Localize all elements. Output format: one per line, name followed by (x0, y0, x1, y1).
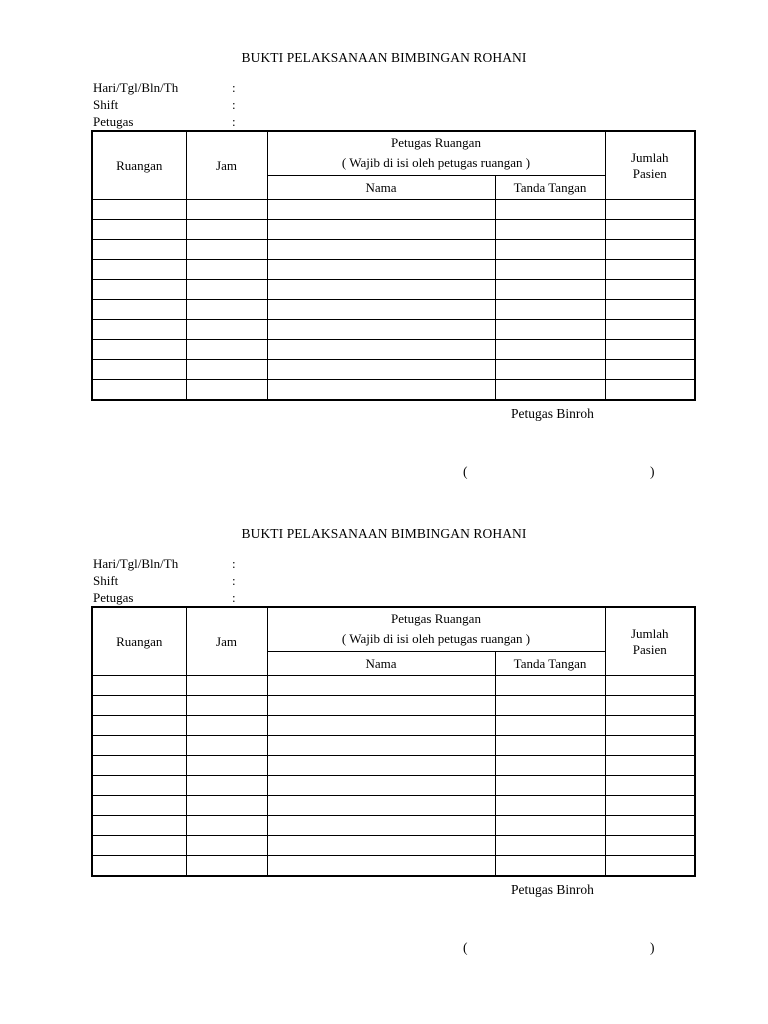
cell-nama[interactable] (267, 856, 495, 877)
table-header-row (92, 131, 695, 176)
cell-jam[interactable] (186, 320, 267, 340)
header-tanda-tangan: Tanda Tangan (495, 652, 605, 676)
table-row (92, 796, 695, 816)
cell-tanda-tangan[interactable] (495, 776, 605, 796)
cell-nama[interactable] (267, 220, 495, 240)
cell-jumlah-pasien[interactable] (605, 836, 695, 856)
cell-nama[interactable] (267, 360, 495, 380)
header-jumlah-pasien (605, 607, 695, 676)
cell-jumlah-pasien[interactable] (605, 220, 695, 240)
cell-jumlah-pasien[interactable] (605, 340, 695, 360)
header-jumlah-line2: Pasien (632, 165, 667, 181)
field-hari-tgl (93, 80, 253, 98)
cell-nama[interactable] (267, 260, 495, 280)
form-1 (0, 0, 768, 479)
cell-ruangan[interactable] (92, 220, 186, 240)
cell-tanda-tangan[interactable] (495, 240, 605, 260)
cell-nama[interactable] (267, 736, 495, 756)
cell-ruangan[interactable] (92, 676, 186, 696)
table-row (92, 220, 695, 240)
table-row (92, 756, 695, 776)
header-group-title: Petugas Ruangan (391, 611, 481, 626)
table-row (92, 380, 695, 401)
cell-jumlah-pasien[interactable] (605, 280, 695, 300)
table-row (92, 300, 695, 320)
field-colon: : (232, 97, 236, 112)
cell-jam[interactable] (186, 716, 267, 736)
cell-jam[interactable] (186, 816, 267, 836)
field-label: Shift (93, 573, 119, 588)
table-row (92, 716, 695, 736)
cell-nama[interactable] (267, 240, 495, 260)
table-row (92, 836, 695, 856)
cell-jumlah-pasien[interactable] (605, 816, 695, 836)
table-row (92, 856, 695, 877)
cell-nama[interactable] (267, 816, 495, 836)
cell-jumlah-pasien[interactable] (605, 736, 695, 756)
cell-jumlah-pasien[interactable] (605, 260, 695, 280)
header-nama: Nama (267, 652, 495, 676)
table-row (92, 776, 695, 796)
field-shift (93, 97, 253, 115)
cell-jumlah-pasien[interactable] (605, 716, 695, 736)
cell-ruangan[interactable] (92, 836, 186, 856)
table-row (92, 320, 695, 340)
table-row (92, 260, 695, 280)
cell-ruangan[interactable] (92, 320, 186, 340)
cell-jumlah-pasien[interactable] (605, 200, 695, 220)
form-2 (0, 476, 768, 955)
field-colon: : (232, 80, 236, 95)
cell-tanda-tangan[interactable] (495, 300, 605, 320)
table-row (92, 696, 695, 716)
table-row (92, 200, 695, 220)
cell-nama[interactable] (267, 836, 495, 856)
cell-jam[interactable] (186, 796, 267, 816)
cell-ruangan[interactable] (92, 240, 186, 260)
cell-ruangan[interactable] (92, 776, 186, 796)
cell-jumlah-pasien[interactable] (605, 240, 695, 260)
cell-ruangan[interactable] (92, 260, 186, 280)
table-header-row (92, 607, 695, 652)
field-label: Hari/Tgl/Bln/Th (93, 556, 179, 571)
cell-jam[interactable] (186, 300, 267, 320)
cell-nama[interactable] (267, 676, 495, 696)
cell-tanda-tangan[interactable] (495, 796, 605, 816)
cell-jam[interactable] (186, 736, 267, 756)
cell-jam[interactable] (186, 220, 267, 240)
cell-tanda-tangan[interactable] (495, 676, 605, 696)
cell-ruangan[interactable] (92, 696, 186, 716)
cell-jumlah-pasien[interactable] (605, 360, 695, 380)
cell-jam[interactable] (186, 776, 267, 796)
cell-jumlah-pasien[interactable] (605, 320, 695, 340)
header-petugas-ruangan (267, 607, 605, 652)
log-table (91, 606, 696, 877)
cell-ruangan[interactable] (92, 796, 186, 816)
header-jumlah-line2: Pasien (632, 641, 667, 657)
cell-jam[interactable] (186, 756, 267, 776)
header-jumlah-pasien (605, 131, 695, 200)
table-row (92, 240, 695, 260)
cell-jam[interactable] (186, 380, 267, 401)
header-jam: Jam (186, 131, 267, 200)
cell-jumlah-pasien[interactable] (605, 300, 695, 320)
cell-jumlah-pasien[interactable] (605, 796, 695, 816)
cell-jam[interactable] (186, 676, 267, 696)
cell-nama[interactable] (267, 300, 495, 320)
header-jumlah-line1: Jumlah (630, 149, 669, 165)
header-jumlah-line1: Jumlah (630, 625, 669, 641)
header-jam: Jam (186, 607, 267, 676)
cell-nama[interactable] (267, 776, 495, 796)
field-label: Petugas (93, 590, 134, 605)
cell-tanda-tangan[interactable] (495, 360, 605, 380)
field-colon: : (232, 573, 236, 588)
header-group-title: Petugas Ruangan (391, 135, 481, 150)
cell-jam[interactable] (186, 260, 267, 280)
cell-tanda-tangan[interactable] (495, 816, 605, 836)
cell-tanda-tangan[interactable] (495, 200, 605, 220)
field-colon: : (232, 556, 236, 571)
cell-ruangan[interactable] (92, 756, 186, 776)
cell-jumlah-pasien[interactable] (605, 756, 695, 776)
cell-ruangan[interactable] (92, 360, 186, 380)
cell-tanda-tangan[interactable] (495, 736, 605, 756)
cell-nama[interactable] (267, 380, 495, 401)
cell-nama[interactable] (267, 200, 495, 220)
cell-ruangan[interactable] (92, 856, 186, 877)
cell-jam[interactable] (186, 360, 267, 380)
cell-tanda-tangan[interactable] (495, 320, 605, 340)
cell-tanda-tangan[interactable] (495, 716, 605, 736)
cell-jam[interactable] (186, 340, 267, 360)
header-ruangan: Ruangan (92, 607, 186, 676)
field-label: Hari/Tgl/Bln/Th (93, 80, 179, 95)
cell-ruangan[interactable] (92, 380, 186, 401)
signer-label: Petugas Binroh (511, 406, 594, 421)
form-title: BUKTI PELAKSANAAN BIMBINGAN ROHANI (241, 50, 527, 65)
signature-paren-close: ) (650, 940, 655, 955)
cell-tanda-tangan[interactable] (495, 756, 605, 776)
cell-jumlah-pasien[interactable] (605, 856, 695, 877)
cell-jumlah-pasien[interactable] (605, 696, 695, 716)
signature-paren-close: ) (650, 464, 655, 479)
signature-paren-open: ( (463, 940, 468, 955)
cell-ruangan[interactable] (92, 340, 186, 360)
cell-jam[interactable] (186, 856, 267, 877)
cell-tanda-tangan[interactable] (495, 696, 605, 716)
header-group-note: ( Wajib di isi oleh petugas ruangan ) (341, 155, 531, 170)
log-table (91, 130, 696, 401)
header-group-note: ( Wajib di isi oleh petugas ruangan ) (341, 631, 531, 646)
cell-ruangan[interactable] (92, 200, 186, 220)
cell-nama[interactable] (267, 696, 495, 716)
cell-jam[interactable] (186, 240, 267, 260)
header-tanda-tangan: Tanda Tangan (495, 176, 605, 200)
signer-label: Petugas Binroh (511, 882, 594, 897)
field-colon: : (232, 590, 236, 605)
cell-jam[interactable] (186, 836, 267, 856)
cell-nama[interactable] (267, 756, 495, 776)
cell-jam[interactable] (186, 280, 267, 300)
table-row (92, 360, 695, 380)
field-shift (93, 573, 253, 591)
form-title: BUKTI PELAKSANAAN BIMBINGAN ROHANI (241, 526, 527, 541)
cell-ruangan[interactable] (92, 300, 186, 320)
cell-nama[interactable] (267, 320, 495, 340)
cell-jumlah-pasien[interactable] (605, 676, 695, 696)
header-nama: Nama (267, 176, 495, 200)
table-row (92, 736, 695, 756)
header-ruangan: Ruangan (92, 131, 186, 200)
cell-tanda-tangan[interactable] (495, 260, 605, 280)
cell-jumlah-pasien[interactable] (605, 776, 695, 796)
cell-ruangan[interactable] (92, 716, 186, 736)
cell-tanda-tangan[interactable] (495, 856, 605, 877)
cell-tanda-tangan[interactable] (495, 220, 605, 240)
cell-ruangan[interactable] (92, 816, 186, 836)
field-colon: : (232, 114, 236, 129)
cell-tanda-tangan[interactable] (495, 836, 605, 856)
cell-jumlah-pasien[interactable] (605, 380, 695, 401)
cell-nama[interactable] (267, 716, 495, 736)
cell-nama[interactable] (267, 340, 495, 360)
cell-ruangan[interactable] (92, 736, 186, 756)
field-label: Shift (93, 97, 119, 112)
cell-jam[interactable] (186, 200, 267, 220)
field-hari-tgl (93, 556, 253, 574)
cell-nama[interactable] (267, 796, 495, 816)
field-label: Petugas (93, 114, 134, 129)
cell-tanda-tangan[interactable] (495, 280, 605, 300)
table-row (92, 280, 695, 300)
cell-tanda-tangan[interactable] (495, 340, 605, 360)
cell-jam[interactable] (186, 696, 267, 716)
cell-tanda-tangan[interactable] (495, 380, 605, 401)
cell-ruangan[interactable] (92, 280, 186, 300)
signature-paren-open: ( (463, 464, 468, 479)
table-row (92, 676, 695, 696)
table-row (92, 340, 695, 360)
cell-nama[interactable] (267, 280, 495, 300)
header-petugas-ruangan (267, 131, 605, 176)
table-row (92, 816, 695, 836)
